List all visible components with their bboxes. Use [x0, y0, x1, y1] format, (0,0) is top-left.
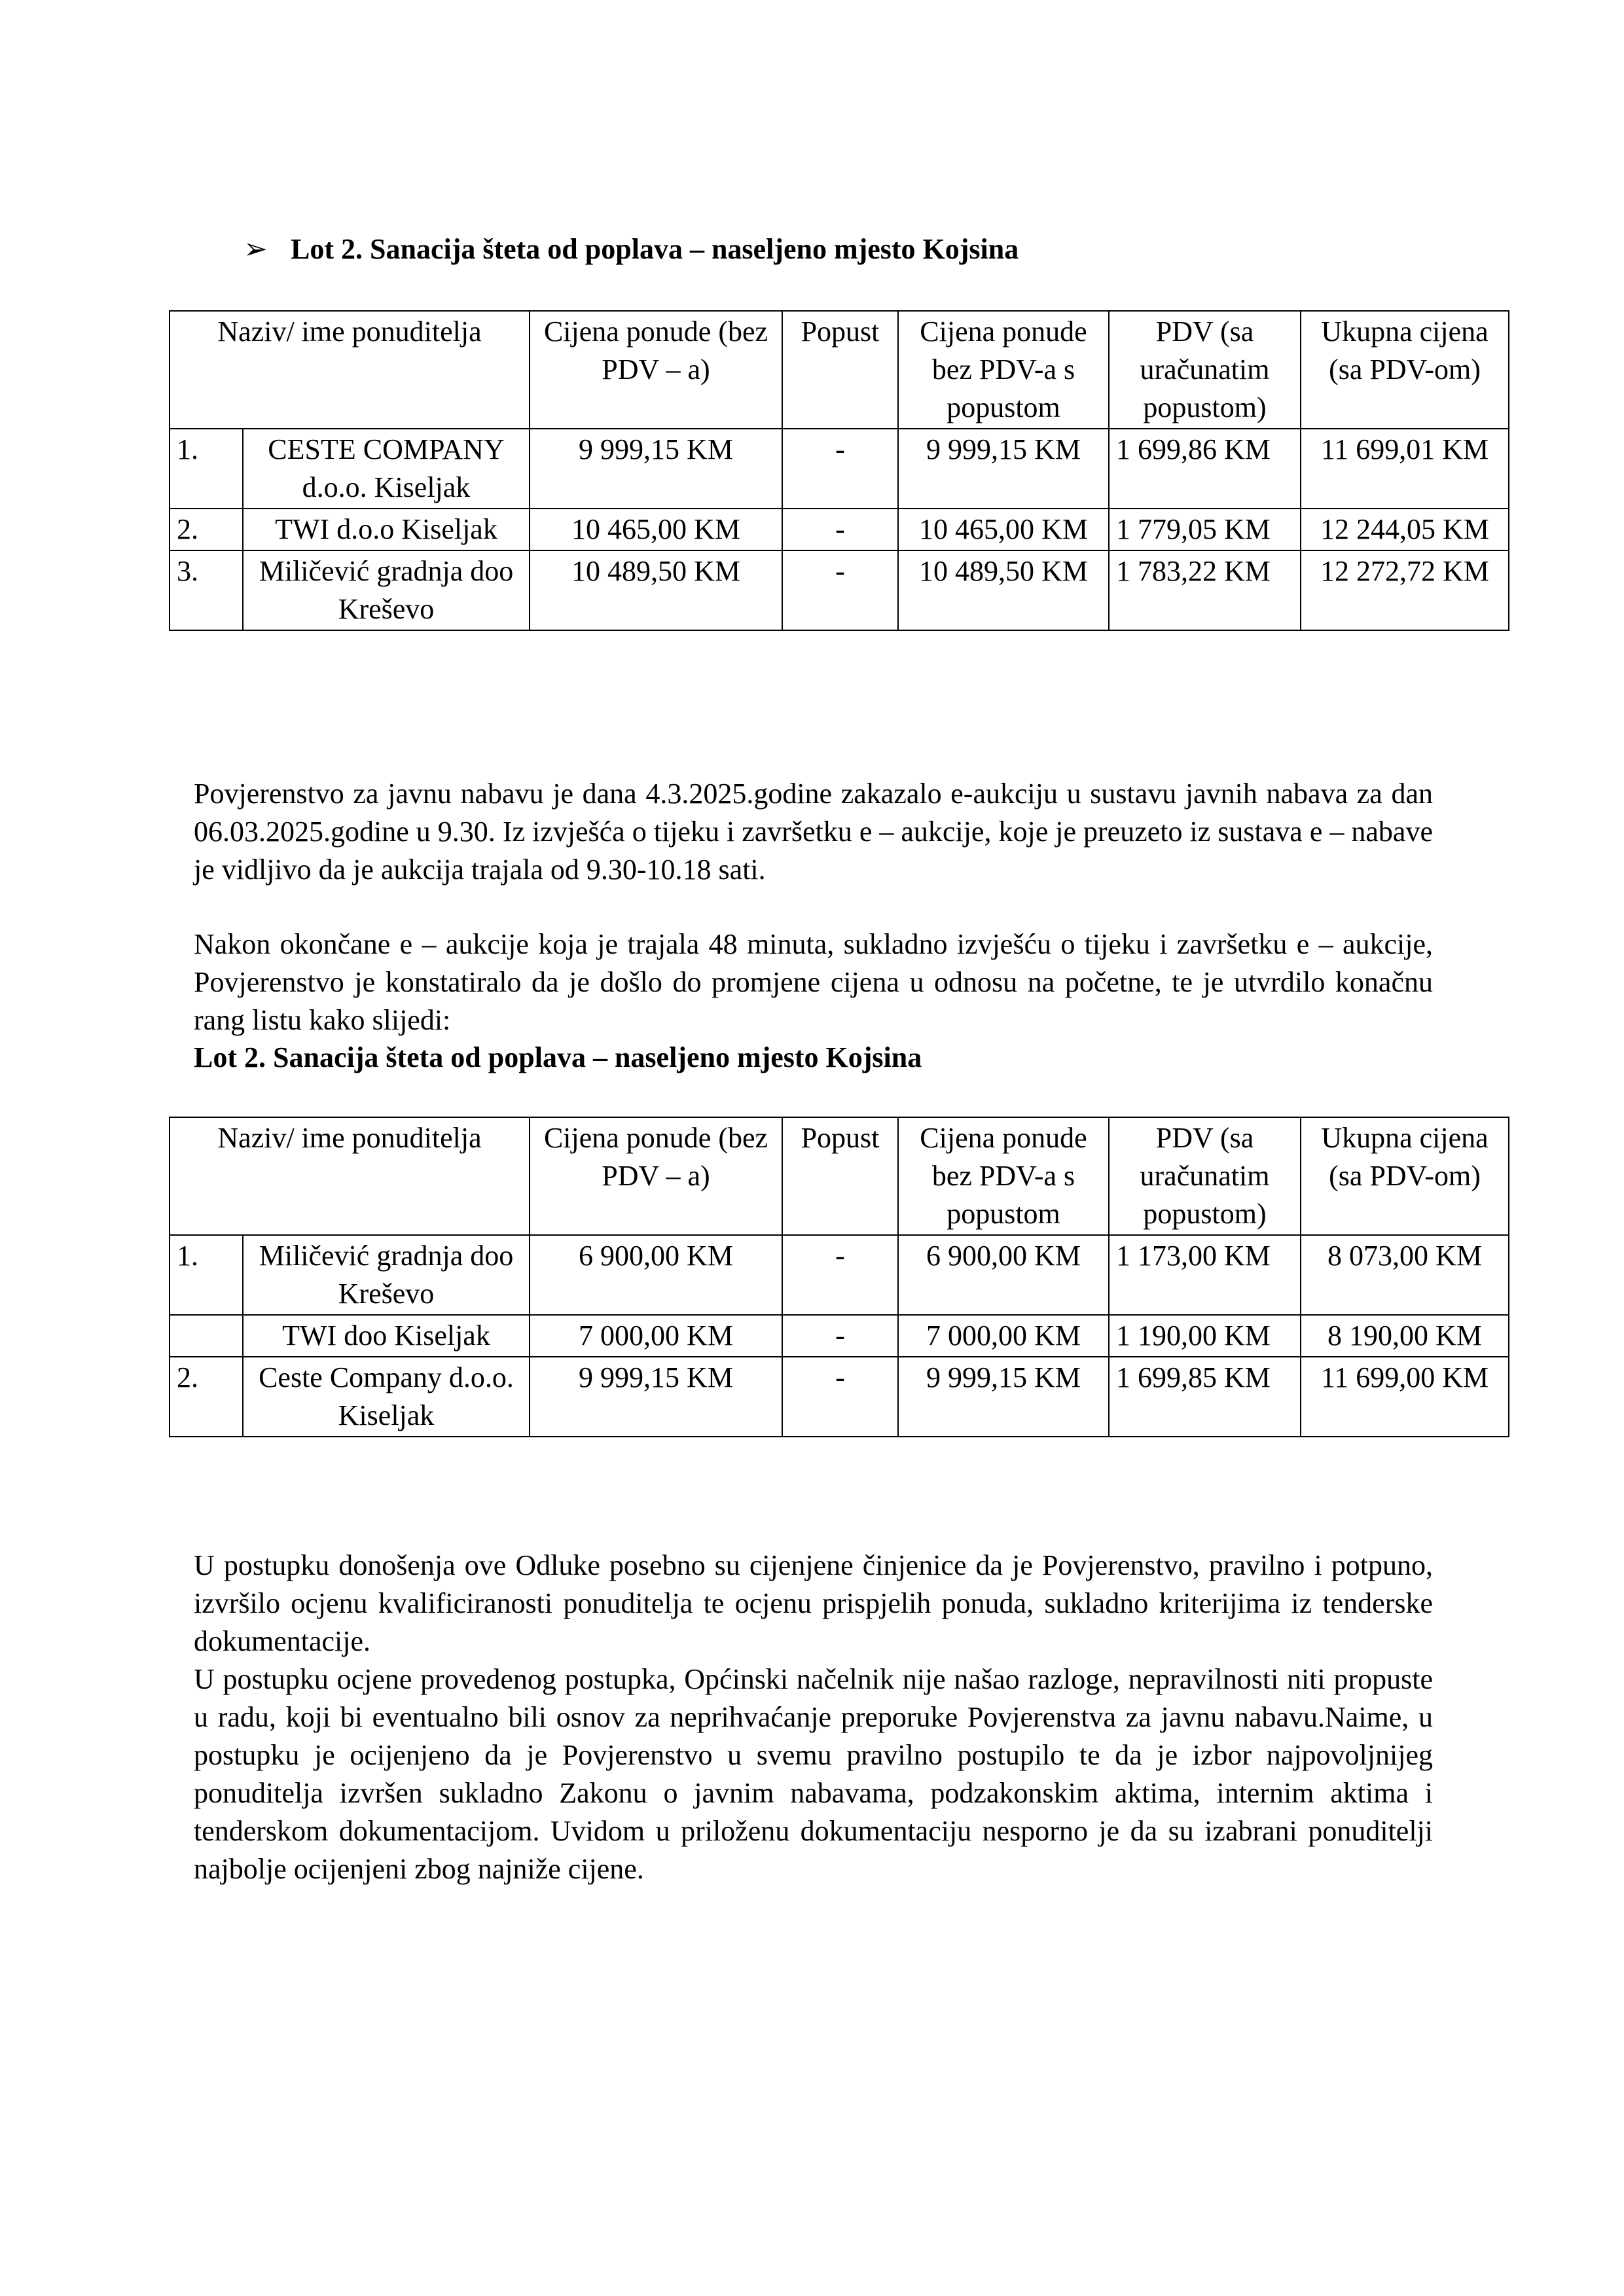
offers-table-initial [169, 310, 1509, 631]
table-row [170, 1315, 1509, 1357]
row-number: 2. [170, 509, 243, 550]
row-discount: - [782, 1357, 898, 1437]
row-price-discount: 9 999,15 KM [898, 1357, 1109, 1437]
header-total: Ukupna cijena (sa PDV-om) [1301, 311, 1509, 429]
row-vat: 1 783,22 KM [1109, 550, 1301, 630]
row-price: 6 900,00 KM [530, 1235, 782, 1315]
row-price-discount: 9 999,15 KM [898, 429, 1109, 509]
row-discount: - [782, 509, 898, 550]
lot-heading-1 [244, 230, 1019, 268]
row-bidder-name: Ceste Company d.o.o. Kiseljak [243, 1357, 530, 1437]
row-vat: 1 190,00 KM [1109, 1315, 1301, 1357]
row-total: 12 244,05 KM [1301, 509, 1509, 550]
row-discount: - [782, 1315, 898, 1357]
row-bidder-name: TWI d.o.o Kiseljak [243, 509, 530, 550]
row-price: 10 489,50 KM [530, 550, 782, 630]
row-vat: 1 173,00 KM [1109, 1235, 1301, 1315]
row-vat: 1 699,85 KM [1109, 1357, 1301, 1437]
header-name: Naziv/ ime ponuditelja [170, 311, 530, 429]
table-header-row [170, 311, 1509, 429]
row-total: 11 699,01 KM [1301, 429, 1509, 509]
row-total: 11 699,00 KM [1301, 1357, 1509, 1437]
bullet-arrow-icon: ➢ [244, 233, 268, 265]
row-bidder-name: TWI doo Kiseljak [243, 1315, 530, 1357]
row-discount: - [782, 429, 898, 509]
row-total: 12 272,72 KM [1301, 550, 1509, 630]
row-number [170, 1315, 243, 1357]
row-price-discount: 10 489,50 KM [898, 550, 1109, 630]
row-vat: 1 779,05 KM [1109, 509, 1301, 550]
row-price-discount: 6 900,00 KM [898, 1235, 1109, 1315]
row-vat: 1 699,86 KM [1109, 429, 1301, 509]
row-price: 7 000,00 KM [530, 1315, 782, 1357]
paragraph-auction-scheduled: Povjerenstvo za javnu nabavu je dana 4.3.2025.godine zakazalo e-aukciju u sustavu javnih nabava za dan 06.03.2025.godine u 9.30. Iz izvješća o tijeku i završetku e – aukcije, koje je preuzeto iz sustava e – nabave je vidljivo da je aukcija trajala od 9.30-10.18 sati. [194, 778, 1433, 886]
header-name: Naziv/ ime ponuditelja [170, 1117, 530, 1235]
table-row [170, 550, 1509, 630]
row-price-discount: 7 000,00 KM [898, 1315, 1109, 1357]
table-row [170, 1235, 1509, 1315]
row-bidder-name: CESTE COMPANY d.o.o. Kiseljak [243, 429, 530, 509]
table-row [170, 1357, 1509, 1437]
paragraph-conclusion: U postupku ocjene provedenog postupka, Općinski načelnik nije našao razloge, nepravilnosti niti propuste u radu, koji bi eventualno bili osnov za neprihvaćanje preporuke Povjerenstva za javnu nabavu.Naime, u postupku je ocijenjeno da je Povjerenstvo u svemu pravilno postupilo te da je izbor najpovoljnijeg ponuditelja izvršen sukladno Zakonu o javnim nabavama, podzakonskim aktima, internim aktima i tenderskom dokumentacijom. Uvidom u priloženu dokumentaciju nesporno je da su izabrani ponuditelji najbolje ocijenjeni zbog najniže cijene. [194, 1663, 1433, 1885]
paragraph-evaluation: U postupku donošenja ove Odluke posebno su cijenjene činjenice da je Povjerenstvo, pravilno i potpuno, izvršilo ocjenu kvalificiranosti ponuditelja te ocjenu prispjelih ponuda, sukladno kriterijima iz tenderske dokumentacije. [194, 1549, 1433, 1657]
row-number: 3. [170, 550, 243, 630]
row-bidder-name: Miličević gradnja doo Kreševo [243, 550, 530, 630]
row-discount: - [782, 550, 898, 630]
row-price-discount: 10 465,00 KM [898, 509, 1109, 550]
header-price: Cijena ponude (bez PDV – a) [530, 1117, 782, 1235]
header-price: Cijena ponude (bez PDV – a) [530, 311, 782, 429]
offers-table-final [169, 1117, 1509, 1437]
row-price: 10 465,00 KM [530, 509, 782, 550]
header-vat: PDV (sa uračunatim popustom) [1109, 1117, 1301, 1235]
header-total: Ukupna cijena (sa PDV-om) [1301, 1117, 1509, 1235]
lot-heading-2: Lot 2. Sanacija šteta od poplava – naseljeno mjesto Kojsina [194, 1041, 922, 1073]
header-discount: Popust [782, 1117, 898, 1235]
table-header-row [170, 1117, 1509, 1235]
row-total: 8 073,00 KM [1301, 1235, 1509, 1315]
row-bidder-name: Miličević gradnja doo Kreševo [243, 1235, 530, 1315]
row-discount: - [782, 1235, 898, 1315]
table-row [170, 429, 1509, 509]
row-price: 9 999,15 KM [530, 1357, 782, 1437]
header-price-discount: Cijena ponude bez PDV-a s popustom [898, 1117, 1109, 1235]
header-price-discount: Cijena ponude bez PDV-a s popustom [898, 311, 1109, 429]
lot-heading-1-text: Lot 2. Sanacija šteta od poplava – naseljeno mjesto Kojsina [291, 233, 1019, 265]
row-price: 9 999,15 KM [530, 429, 782, 509]
row-total: 8 190,00 KM [1301, 1315, 1509, 1357]
header-discount: Popust [782, 311, 898, 429]
row-number: 2. [170, 1357, 243, 1437]
header-vat: PDV (sa uračunatim popustom) [1109, 311, 1301, 429]
paragraph-auction-result: Nakon okončane e – aukcije koja je trajala 48 minuta, sukladno izvješću o tijeku i završetku e – aukcije, Povjerenstvo je konstatiralo da je došlo do promjene cijena u odnosu na početne, te je utvrdilo konačnu rang listu kako slijedi: [194, 928, 1433, 1036]
table-row [170, 509, 1509, 550]
row-number: 1. [170, 429, 243, 509]
row-number: 1. [170, 1235, 243, 1315]
